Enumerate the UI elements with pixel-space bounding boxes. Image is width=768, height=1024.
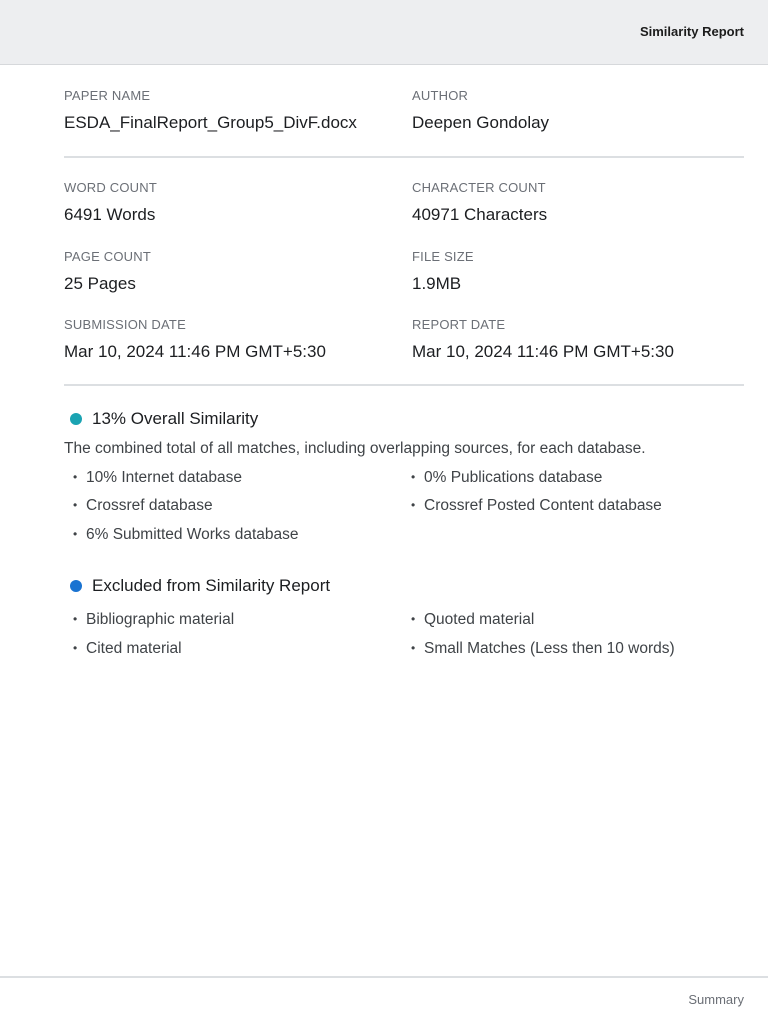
character-count-field [412,180,547,225]
bullet-icon: • [73,498,78,512]
submission-date-value: Mar 10, 2024 11:46 PM GMT+5:30 [64,342,326,361]
bullet-icon: • [73,470,78,484]
similarity-heading-text: 13% Overall Similarity [92,409,259,428]
report-date-field [412,317,674,362]
list-item: • Cited material [64,639,182,658]
similarity-description: The combined total of all matches, including overlapping sources, for each database. [64,440,646,457]
list-item: • Small Matches (Less then 10 words) [402,639,675,658]
report-date-value: Mar 10, 2024 11:46 PM GMT+5:30 [412,342,674,361]
similarity-dot-icon [70,413,82,425]
excluded-heading-text: Excluded from Similarity Report [92,576,331,595]
list-item: • 10% Internet database [64,468,242,487]
bullet-icon: • [73,641,78,655]
word-count-field [64,180,157,225]
bullet-icon: • [411,498,416,512]
word-count-label: WORD COUNT [64,180,157,195]
paper-name-value: ESDA_FinalReport_Group5_DivF.docx [64,113,357,132]
bullet-icon: • [73,527,78,541]
file-size-label: FILE SIZE [412,249,474,264]
report-date-label: REPORT DATE [412,317,506,332]
author-label: AUTHOR [412,88,469,103]
file-size-value: 1.9MB [412,274,462,293]
author-field [412,88,549,133]
divider [64,156,744,158]
word-count-value: 6491 Words [64,205,156,224]
list-item: • Quoted material [402,610,534,629]
similarity-heading [70,409,258,429]
bullet-icon: • [73,612,78,626]
submission-date-field [64,317,326,362]
submission-date-label: SUBMISSION DATE [64,317,186,332]
author-value: Deepen Gondolay [412,113,550,132]
list-item: • Crossref database [64,496,213,515]
file-size-field [412,249,474,294]
report-header-bar [0,0,768,65]
page-count-field [64,249,151,294]
paper-name-label: PAPER NAME [64,88,151,103]
page-count-value: 25 Pages [64,274,136,293]
list-item: • Crossref Posted Content database [402,496,662,515]
excluded-heading [70,576,330,596]
footer-summary-label: Summary [688,992,744,1007]
bullet-icon: • [411,470,416,484]
report-title: Similarity Report [639,24,744,39]
list-item: • Bibliographic material [64,610,234,629]
list-item: • 6% Submitted Works database [64,525,299,544]
divider [64,384,744,386]
character-count-label: CHARACTER COUNT [412,180,546,195]
page-count-label: PAGE COUNT [64,249,151,264]
excluded-dot-icon [70,580,82,592]
paper-name-field [64,88,357,133]
bullet-icon: • [411,641,416,655]
bullet-icon: • [411,612,416,626]
footer-divider [0,976,768,978]
list-item: • 0% Publications database [402,468,602,487]
character-count-value: 40971 Characters [412,205,548,224]
